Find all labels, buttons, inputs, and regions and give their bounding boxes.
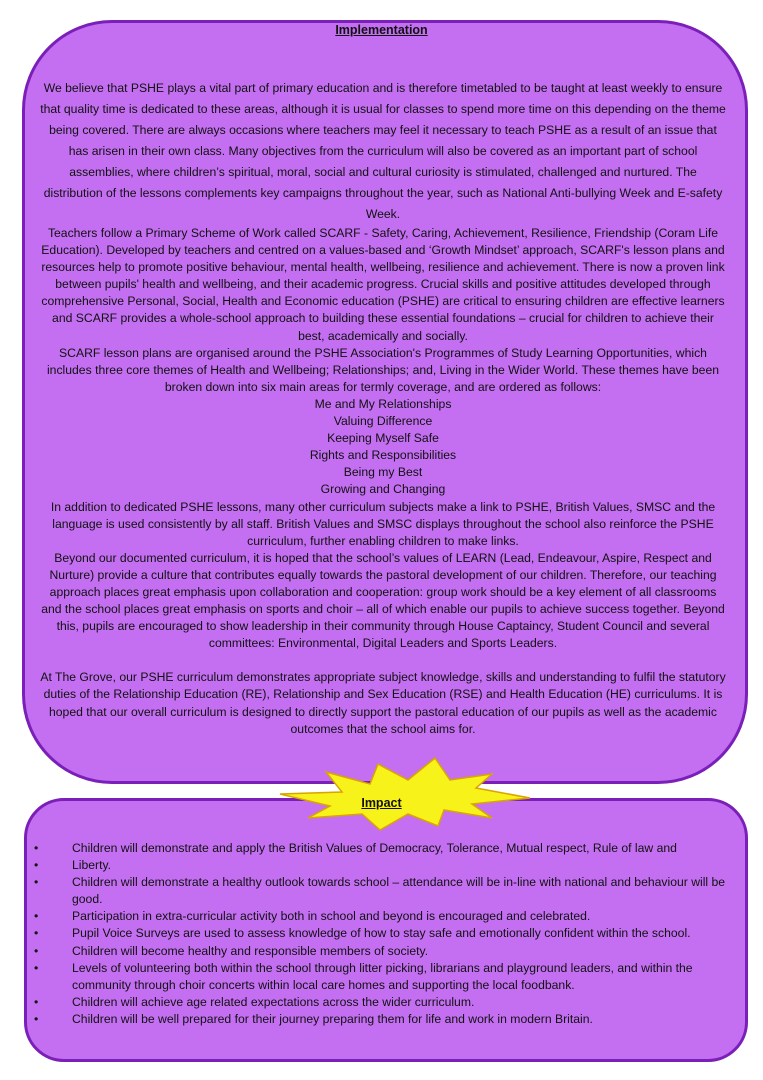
implementation-paragraph: Beyond our documented curriculum, it is hoped that the school’s values of LEARN (Lead, Endeavour, Aspire, Respect and Nurture) provide a culture that contributes equally towards the pastoral development of our children. Therefore, our teaching approach places great emphasis upon collaboration and cooperation: group work should be a key element of all classrooms and the school places great emphasis on sports and choir – all of which enable our pupils to achieve success together. Beyond this, pupils are encouraged to show leadership in their community through House Captaincy, Student Council and several committees: Environmental, Digital Leaders and Sports Leaders. — [41, 550, 725, 651]
starburst-polygon — [280, 758, 530, 830]
implementation-paragraph: SCARF lesson plans are organised around the PSHE Association's Programmes of Study Learning Opportunities, which includes three core themes of Health and Wellbeing; Relationships; and, Living in the Wider World. These themes have been broken down into six main areas for termly coverage, and are ordered as follows: — [46, 345, 720, 394]
impact-list-item — [30, 994, 742, 1011]
impact-list-item — [30, 874, 742, 908]
theme-item: Growing and Changing — [320, 482, 446, 497]
impact-item-text: Levels of volunteering both within the school through litter picking, librarians and playground leaders, and within the community through choir concerts within local care homes and supporting the local foodbank. — [72, 960, 693, 992]
impact-item-text: Children will achieve age related expectations across the wider curriculum. — [72, 994, 475, 1009]
bullet-icon: • — [34, 875, 39, 890]
bullet-icon: • — [34, 960, 39, 975]
impact-item-text: Pupil Voice Surveys are used to assess knowledge of how to stay safe and emotionally confident within the school. — [72, 926, 691, 941]
impact-item-text: Children will demonstrate and apply the British Values of Democracy, Tolerance, Mutual respect, Rule of law and — [72, 841, 677, 855]
starburst-shape — [230, 752, 560, 832]
bullet-icon: • — [34, 943, 39, 958]
impact-heading: Impact — [361, 796, 402, 810]
impact-list-item — [30, 1011, 742, 1028]
impact-list-item — [30, 840, 742, 857]
implementation-paragraph: Teachers follow a Primary Scheme of Work called SCARF - Safety, Caring, Achievement, Resilience, Friendship (Coram Life Education). Developed by teachers and centred on a values-based and ‘Growth Mindset’ approach, SCARF's lesson plans and resources help to promote positive behaviour, mental health, wellbeing, resilience and achievement. There is now a proven link between pupils' health and wellbeing, and their academic progress. Crucial skills and positive attitudes developed through comprehensive Personal, Social, Health and Economic education (PSHE) are critical to ensuring children are effective learners and SCARF provides a whole-school approach to building these essential foundations – crucial for children to achieve their best, academically and socially. — [41, 226, 725, 343]
implementation-paragraph: In addition to dedicated PSHE lessons, many other curriculum subjects make a link to PSHE, British Values, SMSC and the language is used consistently by all staff. British Values and SMSC displays throughout the school also reinforce the PSHE curriculum, further enabling children to make links. — [50, 499, 716, 548]
implementation-heading: Implementation — [335, 23, 428, 37]
bullet-icon: • — [34, 909, 39, 924]
impact-item-text: Children will demonstrate a healthy outlook towards school – attendance will be in-line with national and behaviour will be good. — [72, 875, 726, 907]
impact-list-item — [30, 908, 742, 925]
impact-item-text: Liberty. — [72, 858, 112, 873]
bullet-icon: • — [34, 858, 39, 873]
impact-item-text: Children will become healthy and responsible members of society. — [72, 943, 429, 958]
impact-list — [30, 840, 742, 1028]
bullet-icon: • — [34, 926, 39, 941]
theme-item: Valuing Difference — [333, 414, 433, 429]
theme-item: Being my Best — [343, 465, 423, 480]
impact-list-item — [30, 857, 742, 874]
implementation-paragraph: We believe that PSHE plays a vital part of primary education and is therefore timetabled to be taught at least weekly to ensure that quality time is dedicated to these areas, although it is usual for classes to spend more time on this depending on the theme being covered. There are always occasions where teachers may feel it necessary to teach PSHE as a result of an issue that has arisen in their own class. Many objectives from the curriculum will also be covered as an important part of school assemblies, where children’s spiritual, moral, social and cultural curiosity is stimulated, challenged and nurtured. The distribution of the lessons complements key campaigns throughout the year, such as National Anti-bullying Week and E-safety Week. — [40, 81, 726, 221]
theme-item: Keeping Myself Safe — [327, 431, 439, 446]
theme-item: Rights and Responsibilities — [309, 448, 457, 463]
impact-list-item — [30, 960, 742, 994]
implementation-body — [40, 78, 726, 738]
bullet-icon: • — [34, 1011, 39, 1026]
bullet-icon: • — [34, 841, 39, 855]
impact-item-text: Participation in extra-curricular activity both in school and beyond is encouraged and celebrated. — [72, 909, 591, 924]
impact-item-text: Children will be well prepared for their journey preparing them for life and work in modern Britain. — [72, 1011, 593, 1026]
bullet-icon: • — [34, 994, 39, 1009]
paragraph-gap — [40, 652, 726, 669]
theme-item: Me and My Relationships — [314, 396, 452, 411]
implementation-paragraph: At The Grove, our PSHE curriculum demonstrates appropriate subject knowledge, skills and understanding to fulfil the statutory duties of the Relationship Education (RE), Relationship and Sex Education (RSE) and Health Education (HE) curriculums. It is hoped that our overall curriculum is designed to directly support the pastoral education of our pupils as well as the academic outcomes that the school aims for. — [40, 670, 726, 736]
impact-list-item — [30, 943, 742, 960]
impact-list-item — [30, 925, 742, 942]
